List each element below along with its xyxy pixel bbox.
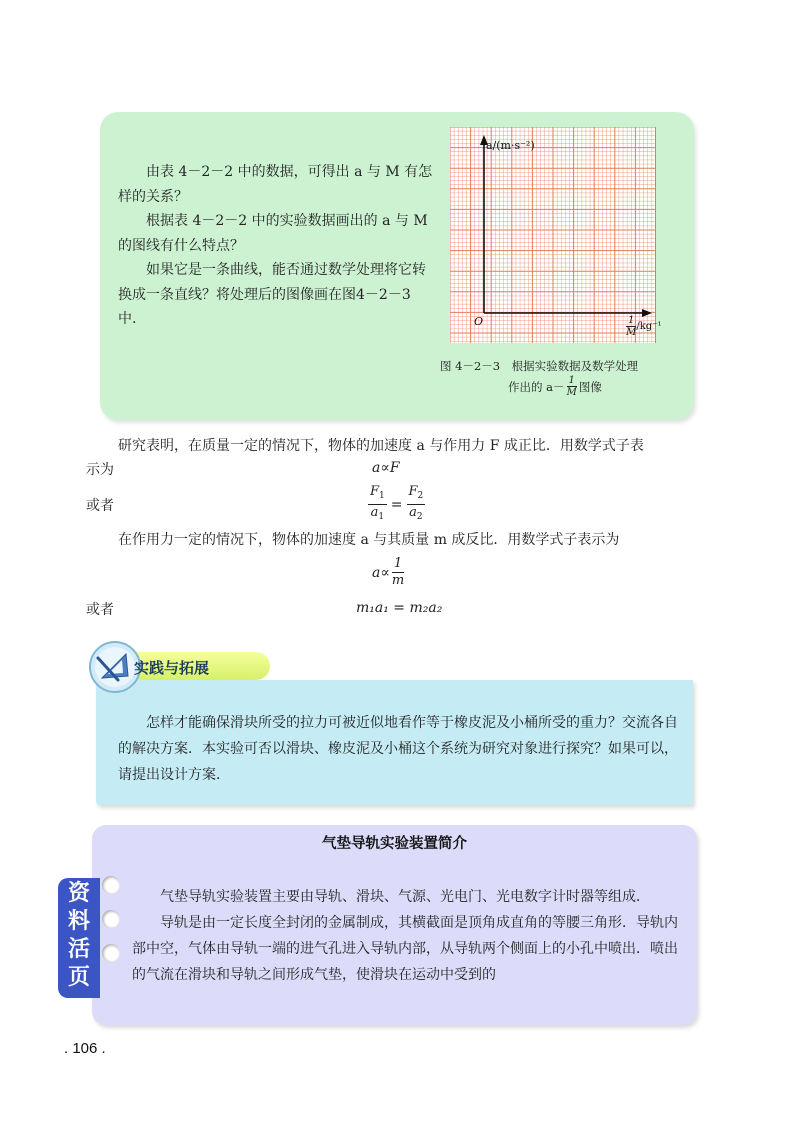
- or-label-1: 或者: [86, 498, 114, 514]
- eq2-den-left-sub: 1: [378, 512, 385, 522]
- figure-caption-frac-den: M: [566, 387, 577, 398]
- think-question-1: 由表 4－2－2 中的数据，可得出 a 与 M 有怎样的关系？: [118, 164, 433, 205]
- figure-caption-line1: 图 4－2－3 根据实验数据及数学处理: [440, 359, 639, 373]
- x-axis-label-unit: /kg⁻¹: [636, 321, 662, 332]
- eq2-den-right-sub: 2: [416, 512, 423, 522]
- binder-ring-icon: [102, 910, 120, 928]
- eq2-num-left: F: [370, 484, 380, 499]
- info-text: [132, 884, 684, 988]
- binder-ring-icon: [102, 876, 120, 894]
- y-axis-label: a/(m·s⁻²): [486, 139, 535, 152]
- figure-caption-prefix: 作出的 a－: [508, 379, 565, 394]
- eq3-left: a∝: [372, 564, 390, 581]
- or-label-2: 或者: [86, 602, 114, 618]
- graph-grid: [450, 127, 656, 343]
- binder-ring-icon: [102, 944, 120, 962]
- practice-text: [118, 710, 678, 788]
- side-tab-label: 资料活页: [67, 881, 90, 990]
- figure-caption: [440, 357, 690, 398]
- equation-ratio: [368, 484, 425, 525]
- equation-mass-acceleration: m₁a₁ = m₂a₂: [356, 600, 443, 616]
- page-number: . 106 .: [64, 1040, 106, 1057]
- eq2-num-left-sub: 1: [379, 491, 385, 501]
- practice-title: 实践与拓展: [134, 659, 210, 677]
- think-question-3: 如果它是一条曲线，能否通过数学处理将它转换成一条直线？将处理后的图像画在图4－2－3 中.: [118, 262, 426, 327]
- origin-label: O: [474, 315, 484, 328]
- x-axis-label: [626, 315, 662, 338]
- info-title: 气垫导轨实验装置简介: [322, 836, 467, 852]
- body-paragraph-1-line1: 研究表明，在质量一定的情况下，物体的加速度 a 与作用力 F 成正比．用数学式子表: [118, 438, 644, 454]
- figure-caption-line2: [440, 375, 690, 398]
- info-paragraph-2: 导轨是由一定长度全封闭的金属制成，其横截面是顶角成直角的等腰三角形．导轨内部中空，气体由导轨一端的进气孔进入导轨内部，从导轨两个侧面上的小孔中喷出．喷出的气流在滑块和导轨之间形成气垫，使滑块在运动中受到的: [132, 915, 678, 983]
- eq2-den-left: a: [370, 505, 379, 520]
- eq3-den: m: [391, 573, 405, 588]
- eq2-den-right: a: [409, 505, 417, 520]
- body-paragraph-1-line2: 示为: [86, 462, 114, 478]
- equation-proportional-force: a∝F: [372, 460, 400, 476]
- practice-paragraph: 怎样才能确保滑块所受的拉力可被近似地看作等于橡皮泥及小桶所受的重力？交流各自的解决方案．本实验可否以滑块、橡皮泥及小桶这个系统为研究对象进行探究？如果可以，请提出设计方案．: [118, 715, 678, 783]
- figure-caption-suffix: 图像: [578, 379, 602, 394]
- x-axis-label-den: M: [626, 327, 637, 338]
- eq2-num-right: F: [408, 484, 418, 499]
- body-paragraph-2: 在作用力一定的情况下，物体的加速度 a 与其质量 m 成反比．用数学式子表示为: [118, 532, 620, 548]
- think-questions: [118, 160, 433, 332]
- eq2-equals: =: [390, 496, 403, 513]
- graph-paper: [450, 127, 662, 343]
- figure-caption-frac-num: 1: [568, 375, 575, 386]
- info-paragraph-1: 气垫导轨实验装置主要由导轨、滑块、气源、光电门、光电数字计时器等组成．: [160, 889, 650, 905]
- eq2-num-right-sub: 2: [417, 491, 424, 501]
- eq3-num: 1: [393, 556, 403, 571]
- think-question-2: 根据表 4－2－2 中的实验数据画出的 a 与 M 的图线有什么特点？: [118, 213, 428, 254]
- x-axis-label-num: 1: [628, 315, 635, 326]
- equation-inverse-mass: [372, 556, 404, 589]
